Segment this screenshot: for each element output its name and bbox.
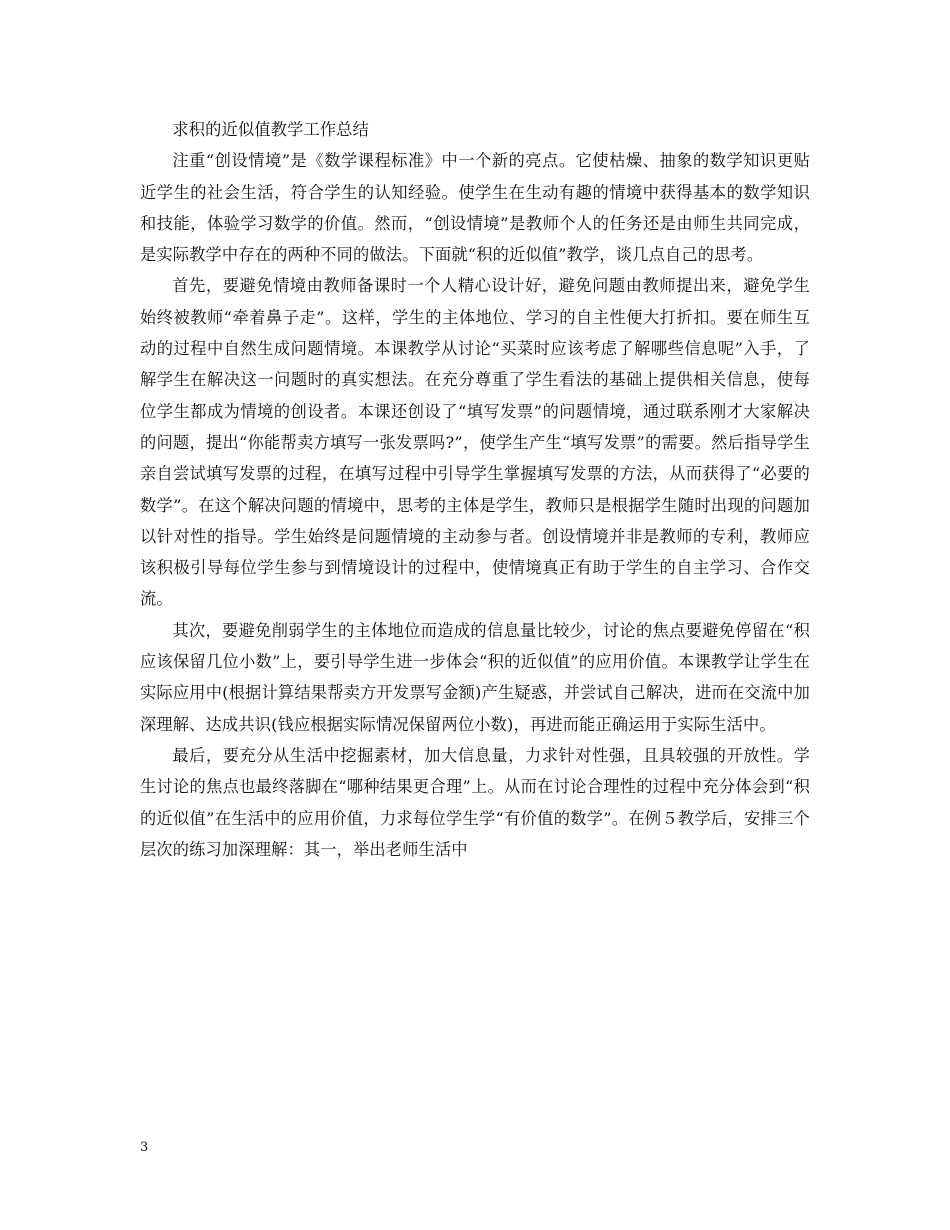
page-number: 3 (140, 1140, 149, 1155)
paragraph-second: 其次，要避免削弱学生的主体地位而造成的信息量比较少，讨论的焦点要避免停留在“积应该保留几位小数”上，要引导学生进一步体会“积的近似值”的应用价值。本课教学让学生在实际应用中(根据计算结果帮卖方开发票写金额)产生疑惑，并尝试自己解决，进而在交流中加深理解、达成共识(钱应根据实际情况保留两位小数)，再进而能正确运用于实际生活中。 (140, 620, 810, 734)
document-body (140, 114, 810, 865)
paragraph-last: 最后，要充分从生活中挖掘素材，加大信息量，力求针对性强，且具较强的开放性。学生讨论的焦点也最终落脚在“哪种结果更合理”上。从而在讨论合理性的过程中充分体会到“积的近似值”在生活中的应用价值，力求每位学生学“有价值的数学”。在例５教学后，安排三个层次的练习加深理解：其一，举出老师生活中 (140, 745, 810, 859)
document-title: 求积的近似值教学工作总结 (172, 120, 370, 139)
paragraph-intro: 注重“创设情境”是《数学课程标准》中一个新的亮点。它使枯燥、抽象的数学知识更贴近学生的社会生活，符合学生的认知经验。使学生在生动有趣的情境中获得基本的数学知识和技能，体验学习数学的价值。然而，“创设情境”是教师个人的任务还是由师生共同完成，是实际教学中存在的两种不同的做法。下面就“积的近似值”教学，谈几点自己的思考。 (140, 151, 810, 265)
paragraph-first: 首先，要避免情境由教师备课时一个人精心设计好，避免问题由教师提出来，避免学生始终被教师“牵着鼻子走”。这样，学生的主体地位、学习的自主性便大打折扣。要在师生互动的过程中自然生成问题情境。本课教学从讨论“买菜时应该考虑了解哪些信息呢”入手，了解学生在解决这一问题时的真实想法。在充分尊重了学生看法的基础上提供相关信息，使每位学生都成为情境的创设者。本课还创设了“填写发票”的问题情境，通过联系刚才大家解决的问题，提出“你能帮卖方填写一张发票吗?”，使学生产生“填写发票”的需要。然后指导学生亲自尝试填写发票的过程，在填写过程中引导学生掌握填写发票的方法，从而获得了“必要的数学”。在这个解决问题的情境中，思考的主体是学生，教师只是根据学生随时出现的问题加以针对性的指导。学生始终是问题情境的主动参与者。创设情境并非是教师的专利，教师应该积极引导每位学生参与到情境设计的过程中，使情境真正有助于学生的自主学习、合作交流。 (140, 276, 810, 609)
